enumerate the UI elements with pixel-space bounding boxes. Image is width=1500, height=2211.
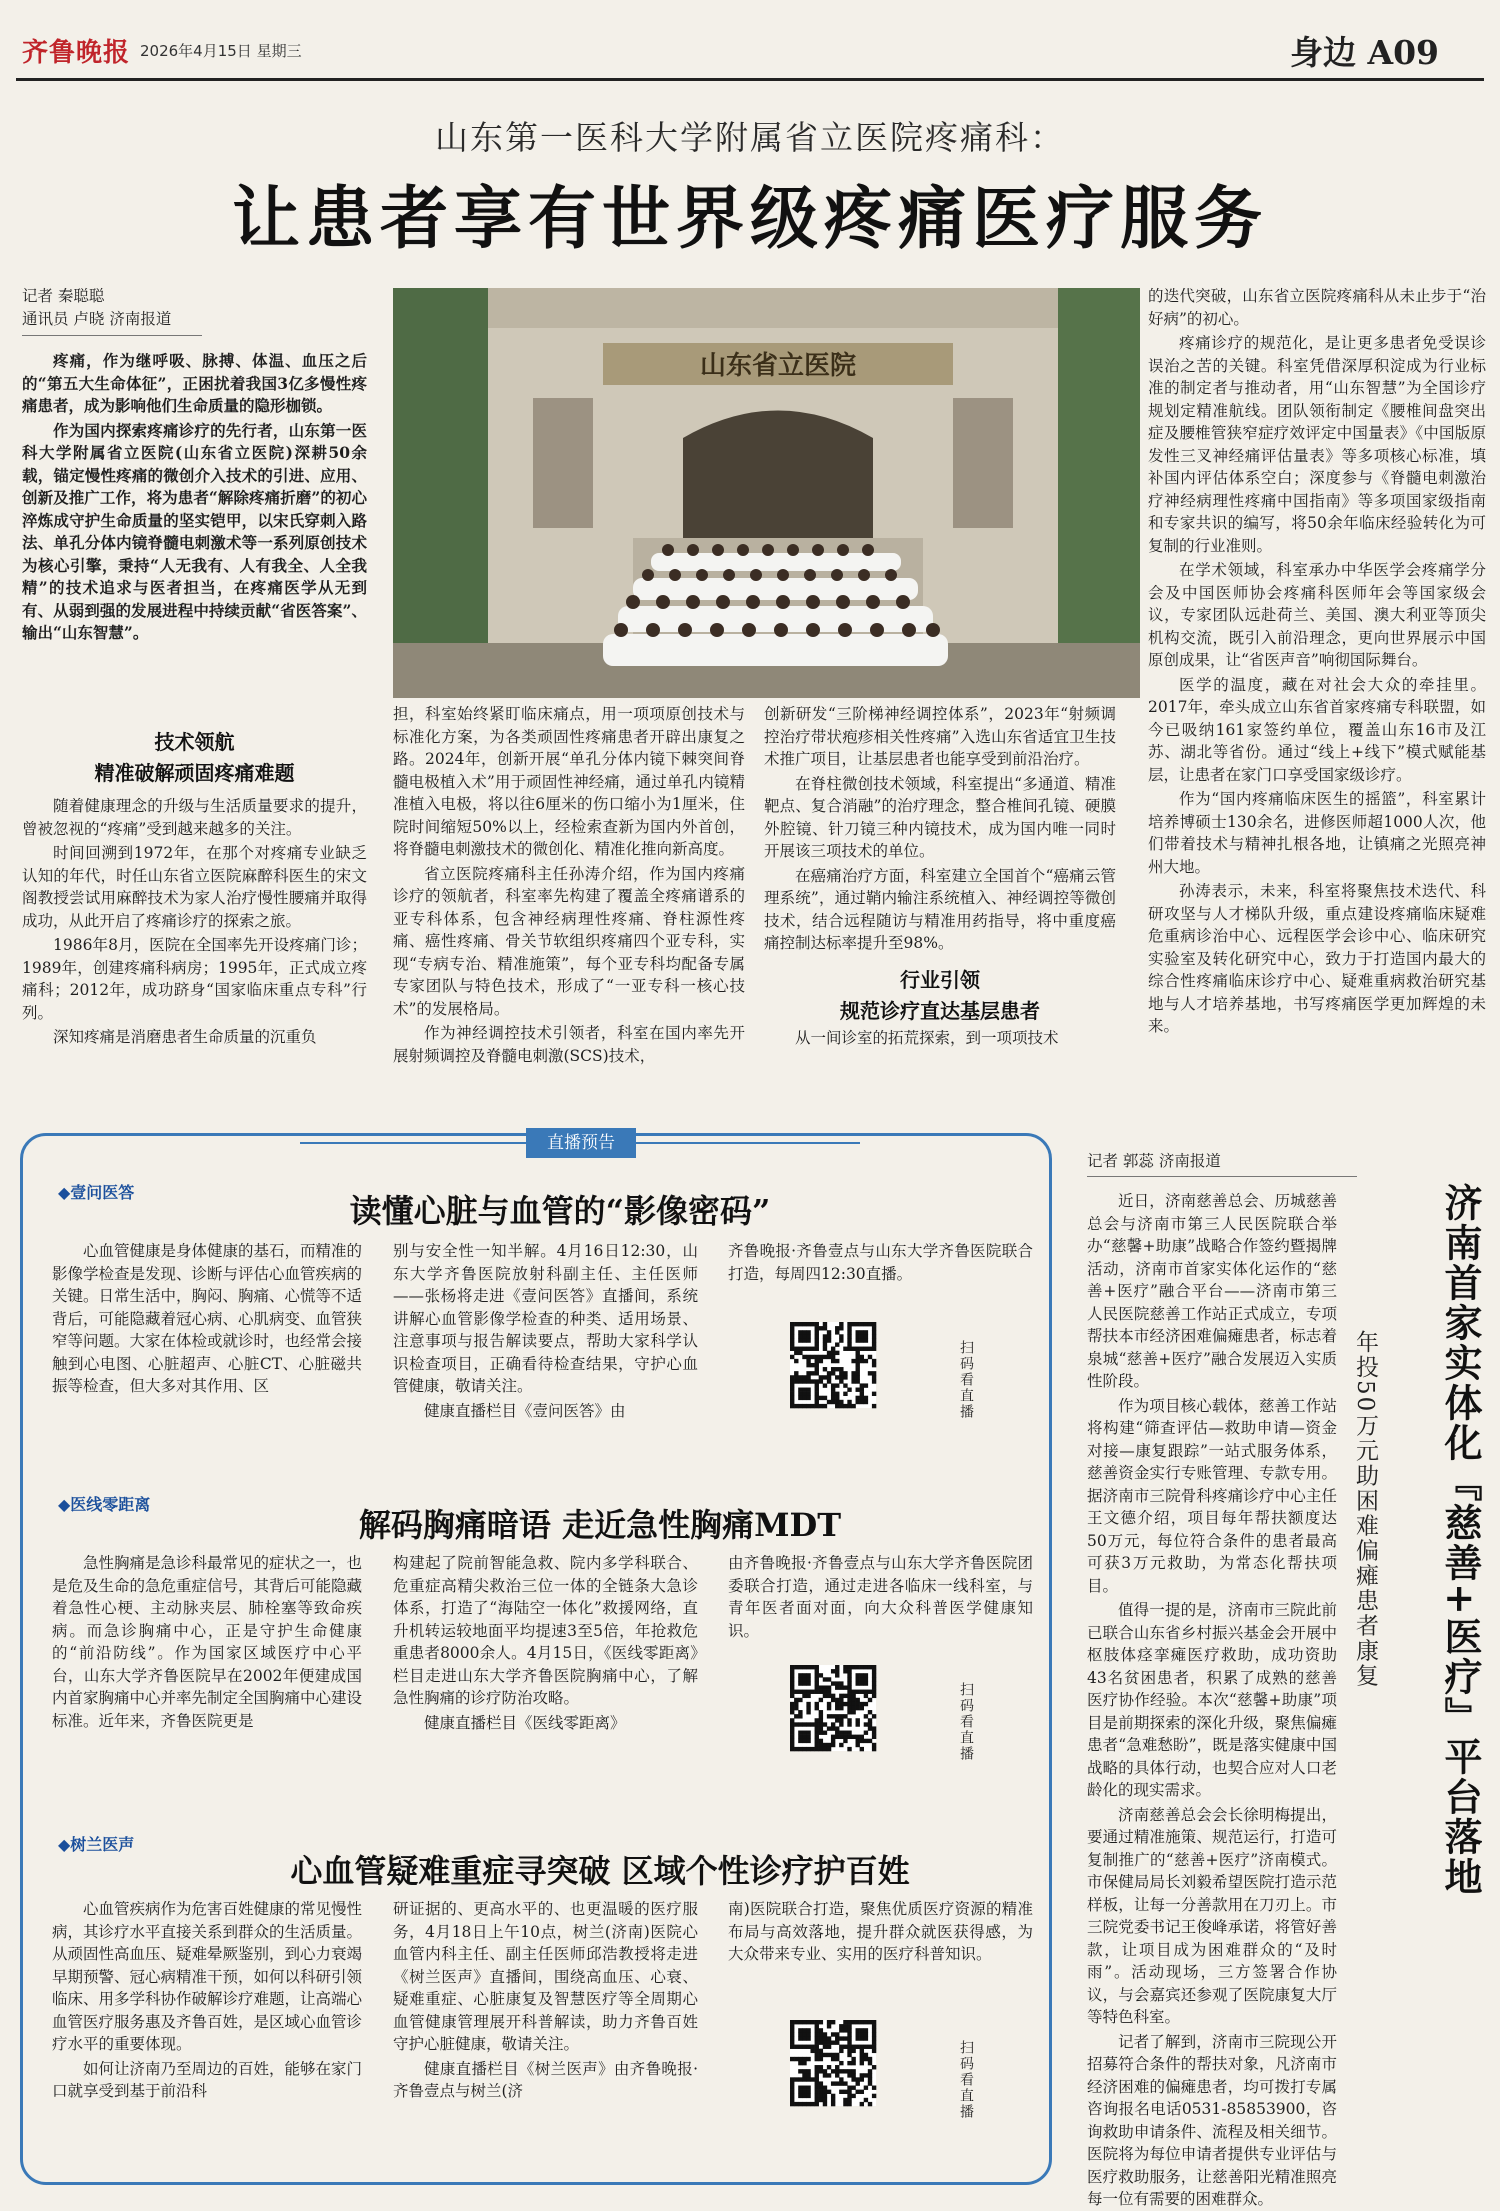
live-text: 如何让济南乃至周边的百姓，能够在家门口就享受到基于前沿科 [52,2059,363,2100]
article-paragraph: 作为神经调控技术引领者，科室在国内率先开展射频调控及脊髓电刺激(SCS)技术， [393,1024,745,1065]
article-paragraph: 深知疼痛是消磨患者生命质量的沉重负 [53,1028,317,1046]
live-text: 健康直播栏目《医线零距离》 [424,1713,626,1732]
article-paragraph: 的迭代突破，山东省立医院疼痛科从未止步于“治好病”的初心。 [1148,287,1486,328]
article-paragraph: 作为“国内疼痛临床医生的摇篮”，科室累计培养博硕士130余名，进修医师超1000人次，他们带着技术与精神扎根各地，让镇痛之光照亮神州大地。 [1148,790,1486,876]
live-item-3-title: 心血管疑难重症寻突破 区域个性诊疗护百姓 [290,1852,910,1890]
article-paragraph: 担，科室始终紧盯临床痛点，用一项项原创技术与标准化方案，为各类顽固性疼痛患者开辟出康复之路。2024年，创新开展“单孔分体内镜下棘突间脊髓电极植入术”用于顽固性神经痛，通过单孔内镜精准植入电极，将以往6厘米的伤口缩小为1厘米，住院时间缩短50%以上，经检索查新为国内外首创，将脊髓电刺激技术的微创化、精准化推向新高度。 [393,705,745,858]
live-text: 急性胸痛是急诊科最常见的症状之一，也是危及生命的急危重症信号，其背后可能隐藏着急性心梗、主动脉夹层、肺栓塞等致命疾病。而急诊胸痛中心，正是守护生命健康的“前沿防线”。作为国家区域医疗中心平台，山东大学齐鲁医院早在2002年便建成国内首家胸痛中心并率先制定全国胸痛中心建设标准。近年来，齐鲁医院更是 [52,1554,363,1730]
subhead-2b: 规范诊疗直达基层患者 [840,998,1040,1023]
live-text: 研证据的、更高水平的、也更温暖的医疗服务，4月18日上午10点，树兰(济南)医院心血管内科主任、副主任医师邱浩教授将走进《树兰医声》直播间，围绕高血压、心衰、疑难重症、心脏康复及智慧医疗等全周期心血管健康管理展开科普解读，助力齐鲁百姓守护心脏健康，敬请关注。 [393,1900,698,2053]
article-paragraph: 在脊柱微创技术领域，科室提出“多通道、精准靶点、复合消融”的治疗理念，整合椎间孔镜、硬膜外腔镜、针刀镜三种内镜技术，成为国内唯一同时开展该三项技术的单位。 [764,774,1116,860]
article-headline: 让患者享有世界级疼痛医疗服务 [231,179,1268,259]
live-item-1-title: 读懂心脏与血管的“影像密码” [349,1192,771,1230]
subhead-1a: 技术领航 [154,730,235,754]
live-item-3-col-2 [393,1898,698,2178]
side-paragraph: 记者了解到，济南市三院现公开招募符合条件的帮扶对象，凡济南市经济困难的偏瘫患者，均可拨打专属咨询报名电话0531-85853900，咨询救助申请条件、流程及相关细节。医院将为每位申请者提供专业评估与医疗救助服务，让慈善阳光精准照亮每一位有需要的困难群众。 [1087,2032,1337,2208]
article-paragraph: 作为国内探索疼痛诊疗的先行者，山东第一医科大学附属省立医院(山东省立医院)深耕50余载，锚定慢性疼痛的微创介入技术的引进、应用、创新及推广工作，将为患者“解除疼痛折磨”的初心淬炼成守护生命质量的坚实铠甲，以宋氏穿刺入路法、单孔分体内镜脊髓电刺激术等一系列原创技术为核心引擎，秉持“人无我有、人有我全、人全我精”的技术追求与医者担当，在疼痛医学从无到有、从弱到强的发展进程中持续贡献“省医答案”、输出“山东智慧”。 [22,420,367,642]
article-paragraph: 从一间诊室的拓荒探索，到一项项技术 [795,1028,1059,1047]
live-item-2-tag: ◆医线零距离 [58,1495,151,1514]
article-column-1b [22,727,367,1111]
qr-code-2[interactable] [790,1665,876,1751]
article-column-3 [764,703,1116,1113]
live-text: 心血管疾病作为危害百姓健康的常见慢性病，其诊疗水平直接关系到群众的生活质量。从顽固性高血压、疑难晕厥鉴别，到心力衰竭早期预警、冠心病精准干预，如何以科研引领临床、用多学科协作破解诊疗难题，让高端心血管医疗服务惠及齐鲁百姓，是区域心血管诊疗水平的重要体现。 [52,1900,363,2053]
photo-building-sign: 山东省立医院 [699,351,857,381]
article-paragraph: 省立医院疼痛科主任孙涛介绍，作为国内疼痛诊疗的领航者，科室率先构建了覆盖全疼痛谱系的亚专科体系，包含神经病理性疼痛、脊柱源性疼痛、癌性疼痛、骨关节软组织疼痛四个亚专科，实现“专病专治、精准施策”，每个亚专科均配备专属专家团队与特色技术，形成了“一亚专科一核心技术”的发展格局。 [393,864,745,1018]
live-item-1-col-2 [393,1240,698,1480]
masthead-date: 2026年4月15日 星期三 [140,42,302,60]
live-item-3-col-3 [728,1898,1033,2008]
masthead-logo: 齐鲁晚报 [22,38,131,68]
article-paragraph: 孙涛表示，未来，科室将聚焦技术迭代、科研攻坚与人才梯队升级，重点建设疼痛临床疑难危重病诊治中心、远程医学会诊中心、临床研究实验室及转化研究中心，致力于打造国内最大的综合性疼痛临床诊疗中心、疑难重病救治研究基地与人才培养基地，书写疼痛医学更加辉煌的未来。 [1148,882,1486,1035]
article-lead: 疼痛，作为继呼吸、脉搏、体温、血压之后的“第五大生命体征”，正困扰着我国3亿多慢性疼痛患者，成为影响他们生命质量的隐形枷锁。 [22,351,367,415]
side-headline: 济南首家实体化『慈善+医疗』平台落地 [1438,1183,1483,1897]
live-item-3-col-1 [52,1898,362,2178]
photo-illustration [393,288,1140,698]
hospital-team-photo [393,288,1140,698]
live-item-2-col-1 [52,1552,362,1792]
article-paragraph: 在癌痛治疗方面，科室建立全国首个“癌痛云管理系统”，通过鞘内输注系统植入、神经调控等微创技术，结合远程随访与精准用药指导，将中重度癌痛控制达标率提升至98%。 [764,866,1116,952]
live-text: 构建起了院前智能急救、院内多学科联合、危重症高精尖救治三位一体的全链条大急诊体系，打造了“海陆空一体化”救援网络，直升机转运较地面平均提速3至5倍，年抢救危重患者8000余人。4月15日，《医线零距离》栏目走进山东大学齐鲁医院胸痛中心，了解急性胸痛的诊疗防治攻略。 [393,1554,698,1707]
qr-caption-2: 扫码看直播 [958,1682,974,1762]
live-text: 由齐鲁晚报·齐鲁壹点与山东大学齐鲁医院团委联合打造，通过走进各临床一线科室，与青年医者面对面，向大众科普医学健康知识。 [728,1554,1033,1640]
qr-code-3[interactable] [790,2020,876,2106]
article-paragraph: 随着健康理念的升级与生活质量要求的提升，曾被忽视的“疼痛”受到越来越多的关注。 [22,797,367,838]
subhead-2a: 行业引领 [900,967,980,992]
article-paragraph: 在学术领域，科室承办中华医学会疼痛学分会及中国医师协会疼痛科医师年会等国家级会议，专家团队远赴荷兰、美国、澳大利亚等顶尖机构交流，既引入前沿理念，更向世界展示中国原创成果，让“省医声音”响彻国际舞台。 [1148,561,1486,669]
article-paragraph: 时间回溯到1972年，在那个对疼痛专业缺乏认知的年代，时任山东省立医院麻醉科医生的宋文阁教授尝试用麻醉技术为家人治疗慢性腰痛并取得成功，从此开启了疼痛诊疗的探索之旅。 [22,844,367,930]
side-paragraph: 近日，济南慈善总会、历城慈善总会与济南市第三人民医院联合举办“慈馨+助康”战略合作签约暨揭牌活动，济南市首家实体化运作的“慈善+医疗”融合平台——济南市第三人民医院慈善工作站正式成立，专项帮扶本市经济困难偏瘫患者，标志着泉城“慈善+医疗”融合发展迈入实质性阶段。 [1087,1192,1337,1390]
live-text: 别与安全性一知半解。4月16日12:30，山东大学齐鲁医院放射科副主任、主任医师——张杨将走进《壹问医答》直播间，系统讲解心血管影像学检查的种类、适用场景、注意事项与报告解读要点，帮助大家科学认识检查项目，正确看待检查结果，守护心血管健康，敬请关注。 [393,1242,698,1395]
live-text: 健康直播栏目《树兰医声》由齐鲁晚报·齐鲁壹点与树兰(济 [393,2059,698,2100]
live-item-2-col-2 [393,1552,698,1792]
live-preview-tab: 直播预告 [526,1128,636,1158]
article-column-2 [393,703,745,1113]
article-column-4 [1148,285,1486,1115]
live-item-2-title: 解码胸痛暗语 走近急性胸痛MDT [358,1506,842,1544]
article-byline-reporter: 记者 秦聪聪 [22,287,105,305]
article-paragraph: 创新研发“三阶梯神经调控体系”，2023年“射频调控治疗带状疱疹相关性疼痛”入选山东省适宜卫生技术推广项目，让基层患者也能享受到前沿治疗。 [764,705,1116,768]
section-page-label: 身边 A09 [1290,33,1440,72]
live-text: 健康直播栏目《壹问医答》由 [424,1401,626,1420]
article-byline-correspondent: 通讯员 卢晓 济南报道 [22,308,202,336]
live-text: 南)医院联合打造，聚焦优质医疗资源的精准布局与高效落地，提升群众就医获得感，为大众带来专业、实用的医疗科普知识。 [728,1900,1033,1963]
qr-caption-1: 扫码看直播 [958,1340,974,1420]
live-item-1-col-3 [728,1240,1033,1320]
subhead-1b: 精准破解顽固疼痛难题 [94,761,295,785]
side-byline: 记者 郭蕊 济南报道 [1087,1150,1357,1177]
side-paragraph: 作为项目核心载体，慈善工作站将构建“筛查评估—救助申请—资金对接—康复跟踪”一站式服务体系，慈善资金实行专账管理、专款专用。据济南市三院骨科疼痛诊疗中心主任王文德介绍，项目每年帮扶额度达50万元，每位符合条件的患者最高可获3万元救助，为常态化帮扶项目。 [1087,1396,1337,1595]
side-column [1087,1190,1337,2208]
article-paragraph: 疼痛诊疗的规范化，是让更多患者免受误诊误治之苦的关键。科室凭借深厚积淀成为行业标准的制定者与推动者，用“山东智慧”为全国诊疗规划定精准航线。团队领衔制定《腰椎间盘突出症及腰椎管狭窄症疗效评定中国量表》《中国版原发性三叉神经痛评估量表》等多项核心标准，填补国内评估体系空白；深度参与《脊髓电刺激治疗神经病理性疼痛中国指南》等多项国家级指南和专家共识的编写，将50余年临床经验转化为可复制的行业准则。 [1148,334,1486,555]
article-kicker: 山东第一医科大学附属省立医院疼痛科： [435,118,1065,157]
article-paragraph: 医学的温度，藏在对社会大众的牵挂里。2017年，牵头成立山东省首家疼痛专科联盟，如今已吸纳161家签约单位，覆盖山东16市及江苏、湖北等省份。通过“线上+线下”模式赋能基层，让患者在家门口享受国家级诊疗。 [1148,675,1486,784]
live-item-1-col-1 [52,1240,362,1480]
live-item-2-col-3 [728,1552,1033,1662]
article-column-1 [22,285,367,720]
side-paragraph: 济南慈善总会会长徐明梅提出，要通过精准施策、规范运行，打造可复制推广的“慈善+医疗”济南模式。市保健局局长刘毅希望医院打造示范样板，让每一分善款用在刀刃上。市三院党委书记王俊峰承诺，将管好善款，让项目成为困难群众的“及时雨”。活动现场，三方签署合作协议，与会嘉宾还参观了医院康复大厅等特色科室。 [1087,1805,1337,2026]
qr-caption-3: 扫码看直播 [958,2040,974,2120]
article-paragraph: 1986年8月，医院在全国率先开设疼痛门诊；1989年，创建疼痛科病房；1995年，正式成立疼痛科；2012年，成功跻身“国家临床重点专科”行列。 [22,936,367,1022]
qr-code-1[interactable] [790,1322,876,1408]
live-item-3-tag: ◆树兰医声 [58,1835,135,1854]
masthead-rule [16,78,1484,81]
side-subheadline: 年投50万元助困难偏瘫患者康复 [1352,1330,1378,1689]
live-text: 心血管健康是身体健康的基石，而精准的影像学检查是发现、诊断与评估心血管疾病的关键。日常生活中，胸闷、胸痛、心慌等不适背后，可能隐藏着冠心病、心肌病变、血管狭窄等问题。大家在体检或就诊时，也经常会接触到心电图、心脏超声、心脏CT、心脏磁共振等检查，但大多对其作用、区 [52,1242,363,1395]
live-item-1-tag: ◆壹问医答 [58,1183,135,1202]
side-paragraph: 值得一提的是，济南市三院此前已联合山东省乡村振兴基金会开展中枢肢体痉挛瘫医疗救助，成功资助43名贫困患者，积累了成熟的慈善医疗协作经验。本次“慈馨+助康”项目是前期探索的深化升级，聚焦偏瘫患者“急难愁盼”，既是落实健康中国战略的具体行动，也契合应对人口老龄化的现实需求。 [1087,1601,1337,1799]
live-text: 齐鲁晚报·齐鲁壹点与山东大学齐鲁医院联合打造，每周四12:30直播。 [728,1242,1033,1283]
